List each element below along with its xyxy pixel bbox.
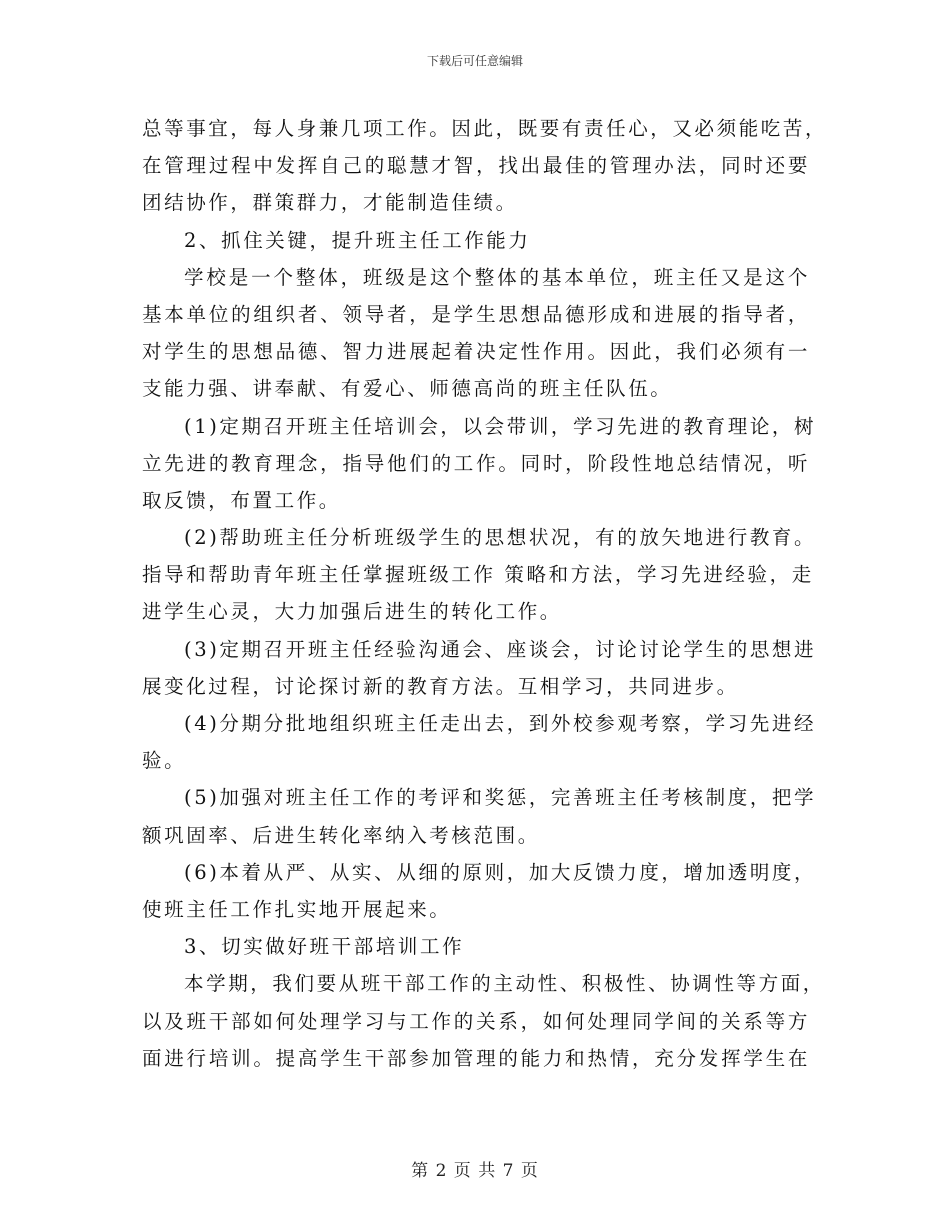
text-line: 团结协作，群策群力，才能制造佳绩。 xyxy=(142,191,518,215)
text-line: 2、抓住关键，提升班主任工作能力 xyxy=(184,228,531,252)
text-line: (5)加强对班主任工作的考评和奖惩，完善班主任考核制度，把学 xyxy=(184,786,817,810)
text-line: (3)定期召开班主任经验沟通会、座谈会，讨论讨论学生的思想进 xyxy=(184,637,817,661)
text-line: 面进行培训。提高学生干部参加管理的能力和热情，充分发挥学生在 xyxy=(142,1046,810,1070)
text-line: 立先进的教育理念，指导他们的工作。同时，阶段性地总结情况，听 xyxy=(142,451,810,475)
text-line: 本学期，我们要从班干部工作的主动性、积极性、协调性等方面， xyxy=(184,972,825,996)
text-line: 对学生的思想品德、智力进展起着决定性作用。因此，我们必须有一 xyxy=(142,340,810,364)
text-line: 验。 xyxy=(142,749,187,773)
text-line: 在管理过程中发挥自己的聪慧才智，找出最佳的管理办法，同时还要 xyxy=(142,154,810,178)
text-line: (2)帮助班主任分析班级学生的思想状况，有的放矢地进行教育。 xyxy=(184,526,817,550)
page-footer: 第 2 页 共 7 页 xyxy=(411,1161,539,1181)
text-line: 指导和帮助青年班主任掌握班级工作 策略和方法，学习先进经验，走 xyxy=(142,563,814,587)
text-line: 支能力强、讲奉献、有爱心、师德高尚的班主任队伍。 xyxy=(142,377,673,401)
text-line: 学校是一个整体，班级是这个整体的基本单位，班主任又是这个 xyxy=(184,265,810,289)
text-line: 3、切实做好班干部培训工作 xyxy=(184,935,465,959)
text-line: (4)分期分批地组织班主任走出去，到外校参观考察，学习先进经 xyxy=(184,712,817,735)
text-line: 总等事宜，每人身兼几项工作。因此，既要有责任心，又必须能吃苦， xyxy=(142,117,828,140)
text-line: 进学生心灵，大力加强后进生的转化工作。 xyxy=(142,600,562,624)
text-line: (6)本着从严、从实、从细的原则，加大反馈力度，增加透明度， xyxy=(184,860,817,884)
text-line: 以及班干部如何处理学习与工作的关系，如何处理同学间的关系等方 xyxy=(142,1009,810,1033)
text-line: 使班主任工作扎实地开展起来。 xyxy=(142,897,452,921)
text-line: 基本单位的组织者、领导者，是学生思想品德形成和进展的指导者， xyxy=(142,302,810,326)
document-body xyxy=(142,110,828,1077)
page-header: 下载后可任意编辑 xyxy=(426,54,523,68)
text-line: 额巩固率、后进生转化率纳入考核范围。 xyxy=(142,823,540,847)
text-line: (1)定期召开班主任培训会，以会带训，学习先进的教育理论，树 xyxy=(184,414,817,438)
text-line: 展变化过程，讨论探讨新的教育方法。互相学习，共同进步。 xyxy=(142,674,739,698)
text-line: 取反馈，布置工作。 xyxy=(142,488,341,512)
